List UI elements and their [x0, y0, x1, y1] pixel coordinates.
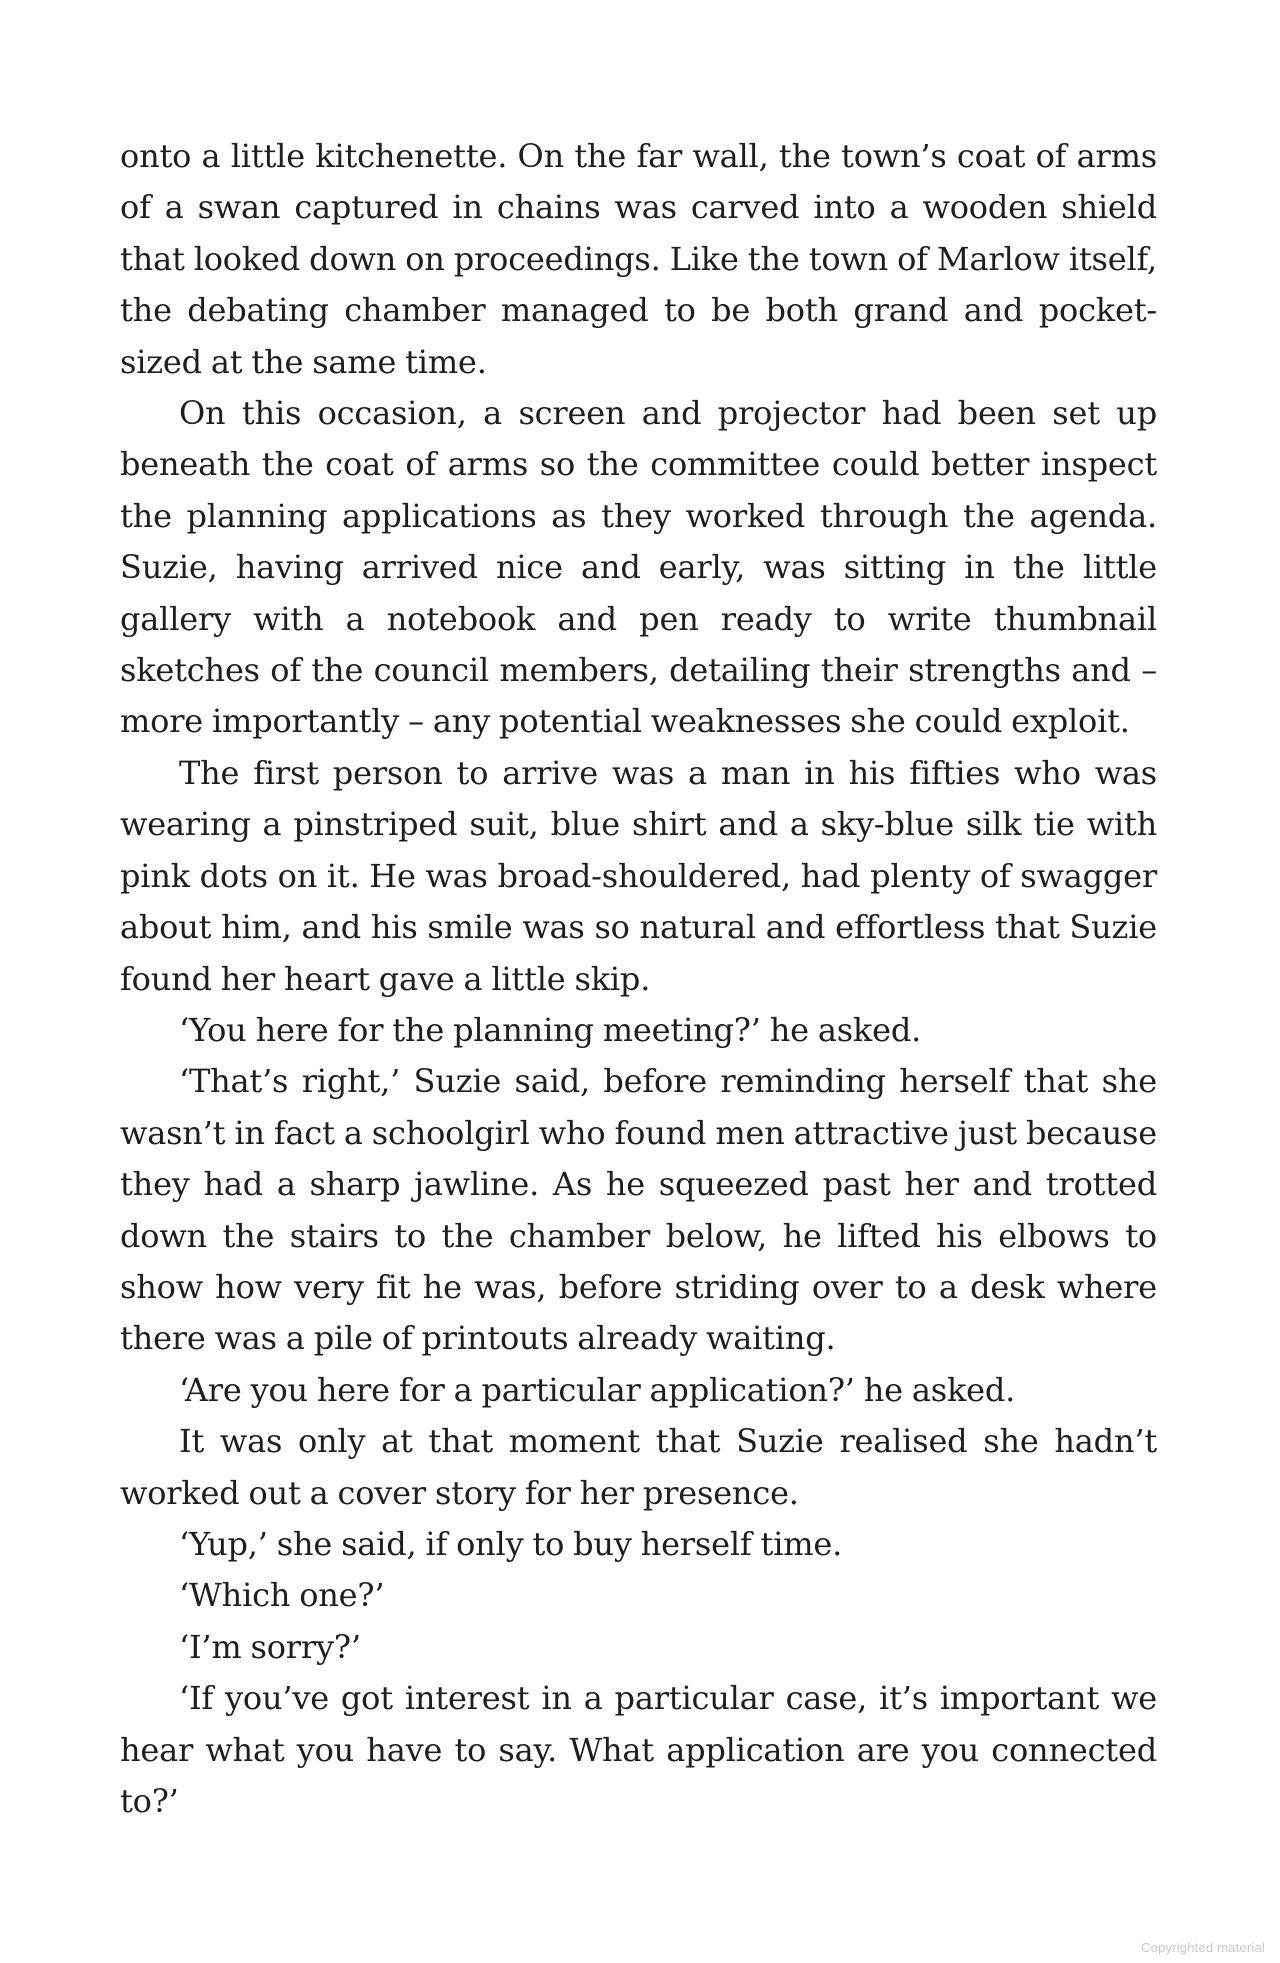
paragraph-1: onto a little kitchenette. On the far wall, the town’s coat of arms of a swan captured in chains was carved into a wooden shield that looked down on proceedings. Like the town of Marlow itself, the debating chamber managed to be both grand and pocket-sized at the same time.	[120, 137, 1157, 381]
paragraph-10: ‘I’m sorry?’	[179, 1627, 361, 1666]
paragraph-4: ‘You here for the planning meeting?’ he asked.	[179, 1010, 922, 1049]
paragraph-5: ‘That’s right,’ Suzie said, before reminding herself that she wasn’t in fact a schoolgirl who found men attractive just because they had a sharp jawline. As he squeezed past her and trotted down the stairs to the chamber below, he lifted his elbows to show how very fit he was, before striding over to a desk where there was a pile of printouts already waiting.	[120, 1062, 1157, 1358]
paragraph-3: The first person to arrive was a man in his fifties who was wearing a pinstriped suit, blue shirt and a sky-blue silk tie with pink dots on it. He was broad-shouldered, had plenty of swagger about him, and his smile was so natural and effortless that Suzie found her heart gave a little skip.	[120, 753, 1157, 998]
paragraph-9: ‘Which one?’	[179, 1576, 385, 1615]
paragraph-6: ‘Are you here for a particular application?’ he asked.	[179, 1370, 1016, 1409]
paragraph-2: On this occasion, a screen and projector had been set up beneath the coat of arms so the committee could better inspect the planning applications as they worked through the agenda. Suzie, having arrived nice and early, was sitting in the little gallery with a notebook and pen ready to write thumbnail sketches of the council members, detailing their strengths and – more importantly – any potential weaknesses she could exploit.	[120, 394, 1157, 741]
body-text	[120, 131, 1157, 1827]
paragraph-11: ‘If you’ve got interest in a particular case, it’s important we hear what you have to say. What application are you connected to?’	[120, 1679, 1157, 1820]
copyright-watermark: Copyrighted material	[1141, 1940, 1265, 1955]
paragraph-7: It was only at that moment that Suzie realised she hadn’t worked out a cover story for her presence.	[120, 1422, 1157, 1512]
paragraph-8: ‘Yup,’ she said, if only to buy herself time.	[179, 1524, 843, 1563]
